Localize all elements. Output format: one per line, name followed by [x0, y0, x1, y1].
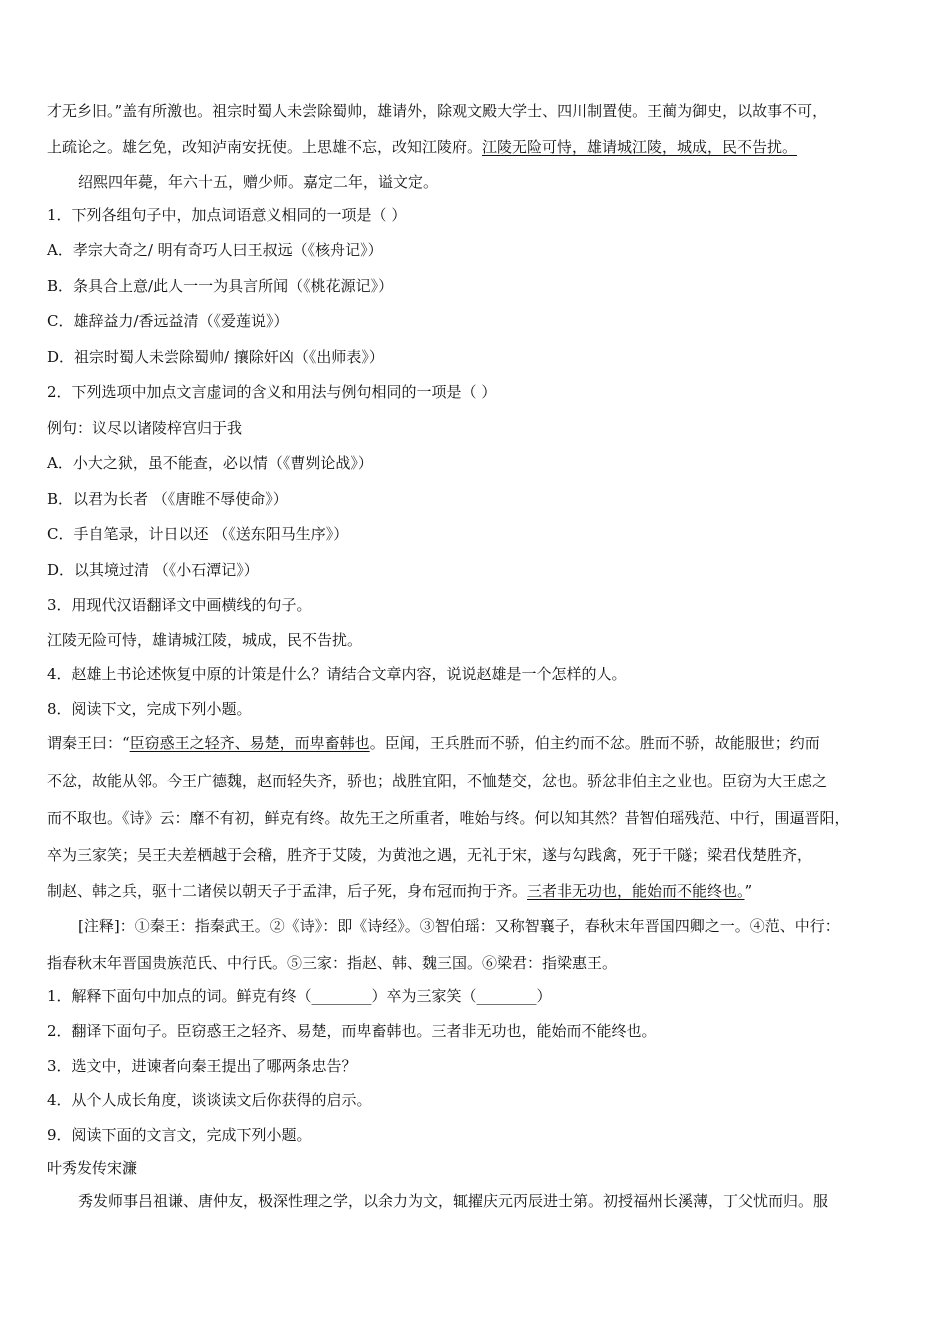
question-stem: 2．下列选项中加点文言虚词的含义和用法与例句相同的一项是（ ） — [47, 383, 497, 401]
sub-question: 1．解释下面句中加点的词。鲜克有终（________）卒为三家笑（________） — [47, 987, 552, 1005]
passage-text: ” — [744, 882, 753, 900]
option-c: C．手自笔录，计日以还 （《送东阳马生序》） — [47, 525, 349, 543]
option-c: C．雄辞益力/香远益清（《爱莲说》） — [47, 312, 289, 330]
sub-question: 2．翻译下面句子。臣窃惑王之轻齐、易楚，而卑畜韩也。三者非无功也，能始而不能终也。 — [47, 1022, 657, 1040]
option-a: A．孝宗大奇之/ 明有奇巧人曰王叔远（《核舟记》） — [47, 241, 383, 259]
passage-line — [47, 733, 820, 753]
question-stem: 8．阅读下文，完成下列小题。 — [47, 700, 252, 718]
underlined-sentence: 三者非无功也，能始而不能终也。 — [527, 882, 745, 900]
passage-line — [47, 137, 797, 157]
question-stem: 1．下列各组句子中，加点词语意义相同的一项是（ ） — [47, 206, 407, 224]
passage-line — [47, 881, 752, 901]
passage-text: 上疏论之。雄乞免，改知泸南安抚使。上思雄不忘，改知江陵府。 — [47, 138, 483, 156]
passage-line: 卒为三家笑；吴王夫差栖越于会稽，胜齐于艾陵，为黄池之遇，无礼于宋，遂与勾践禽，死于干隧；梁君伐楚胜齐， — [47, 846, 813, 864]
passage-text: 制赵、韩之兵，驱十二诸侯以朝天子于孟津，后子死，身布冠而拘于齐。 — [47, 882, 528, 900]
passage-text: 谓秦王曰：“ — [47, 734, 130, 752]
option-d: D．祖宗时蜀人未尝除蜀帅/ 攘除奸凶（《出师表》） — [47, 348, 384, 366]
passage-title: 叶秀发传宋濂 — [47, 1159, 138, 1177]
option-b: B．以君为长者 （《唐睢不辱使命》） — [47, 490, 288, 508]
underlined-sentence: 臣窃惑王之轻齐、易楚，而卑畜韩也 — [129, 734, 370, 752]
sub-question: 4．从个人成长角度，谈谈读文后你获得的启示。 — [47, 1091, 372, 1109]
translate-sentence: 江陵无险可恃，雄请城江陵，城成，民不告扰。 — [47, 631, 363, 649]
passage-line: 而不取也。《诗》云：靡不有初，鲜克有终。故先王之所重者，唯始与终。何以知其然？昔智伯瑶残范、中行，围逼晋阳， — [47, 809, 850, 827]
example-sentence: 例句：议尽以诸陵梓宫归于我 — [47, 419, 243, 437]
annotation-line: 指春秋末年晋国贵族范氏、中行氏。⑤三家：指赵、韩、魏三国。⑥梁君：指梁惠王。 — [47, 954, 618, 972]
sub-question: 3．选文中，进谏者向秦王提出了哪两条忠告？ — [47, 1057, 357, 1075]
passage-line: 才无乡旧。”盖有所激也。祖宗时蜀人未尝除蜀帅，雄请外，除观文殿大学士、四川制置使。王蔺为御史，以故事不可， — [47, 102, 828, 120]
option-b: B．条具合上意/此人一一为具言所闻（《桃花源记》） — [47, 277, 394, 295]
passage-text: 。臣闻，王兵胜而不骄，伯主约而不忿。胜而不骄，故能服世；约而 — [369, 734, 820, 752]
question-stem: 4．赵雄上书论述恢复中原的计策是什么？请结合文章内容，说说赵雄是一个怎样的人。 — [47, 665, 627, 683]
passage-line: 不忿，故能从邻。今王广德魏，赵而轻失齐，骄也；战胜宜阳，不恤楚交，忿也。骄忿非伯主之业也。臣窃为大王虑之 — [47, 772, 828, 790]
option-a: A．小大之狱，虽不能查，必以情（《曹刿论战》） — [47, 454, 373, 472]
question-stem: 9．阅读下面的文言文，完成下列小题。 — [47, 1126, 312, 1144]
question-stem: 3．用现代汉语翻译文中画横线的句子。 — [47, 596, 312, 614]
annotation-line: [注释]：①秦王：指秦武王。②《诗》：即《诗经》。③智伯瑶：又称智襄子，春秋末年晋国四卿之一。④范、中行： — [78, 917, 840, 935]
underlined-sentence: 江陵无险可恃，雄请城江陵，城成，民不告扰。 — [482, 138, 798, 156]
passage-line: 绍熙四年薨，年六十五，赠少师。嘉定二年，谥文定。 — [78, 173, 439, 191]
passage-line: 秀发师事吕祖谦、唐仲友，极深性理之学，以余力为文，辄擢庆元丙辰进士第。初授福州长溪薄，丁父忧而归。服 — [78, 1192, 829, 1210]
option-d: D．以其境过清 （《小石潭记》） — [47, 561, 259, 579]
